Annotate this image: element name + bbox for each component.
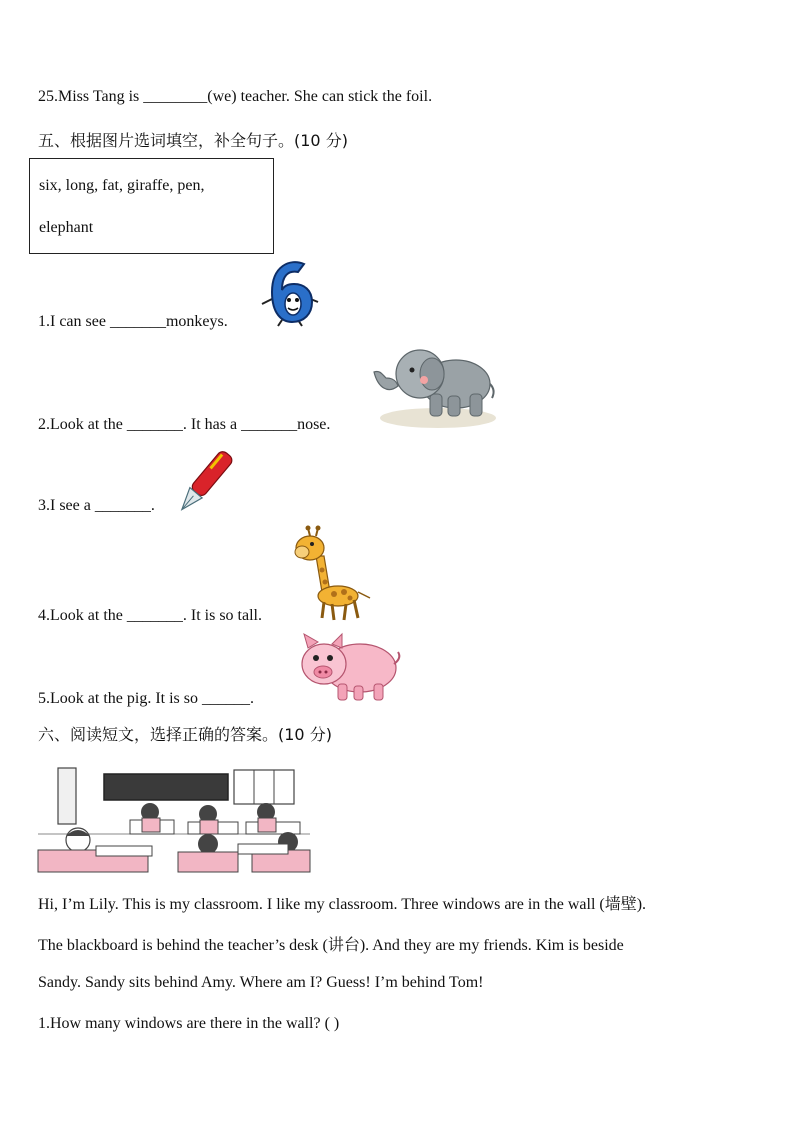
pig-icon: [298, 628, 402, 706]
item-5-sentence: 5.Look at the pig. It is so ______.: [38, 690, 254, 707]
word-box-line-1: six, long, fat, giraffe, pen,: [39, 177, 205, 194]
giraffe-icon: [294, 526, 374, 622]
word-box-line-2: elephant: [39, 219, 94, 236]
elephant-icon: [372, 344, 498, 430]
reading-question-1: 1.How many windows are there in the wall? ( ): [38, 1015, 340, 1032]
passage-line-3: Sandy. Sandy sits behind Amy. Where am I? Guess! I’m behind Tom!: [38, 974, 484, 991]
item-4-sentence: 4.Look at the _______. It is so tall.: [38, 607, 262, 624]
item-2-sentence: 2.Look at the _______. It has a _______nose.: [38, 416, 331, 433]
item-1-sentence: 1.I can see _______monkeys.: [38, 313, 228, 330]
passage-line-2: The blackboard is behind the teacher’s desk (讲台). And they are my friends. Kim is beside: [38, 937, 624, 954]
pen-icon: [170, 448, 240, 516]
item-3-sentence: 3.I see a _______.: [38, 497, 155, 514]
word-box: [29, 158, 274, 254]
passage-line-1: Hi, I’m Lily. This is my classroom. I like my classroom. Three windows are in the wall (墙壁).: [38, 896, 647, 913]
section-5-heading: 五、根据图片选词填空，补全句子。(10 分): [38, 131, 348, 150]
number-six-icon: [260, 258, 322, 328]
classroom-illustration: [38, 762, 310, 872]
section-6-heading: 六、阅读短文，选择正确的答案。(10 分): [38, 725, 332, 744]
question-25: 25.Miss Tang is ________(we) teacher. She can stick the foil.: [38, 88, 433, 105]
